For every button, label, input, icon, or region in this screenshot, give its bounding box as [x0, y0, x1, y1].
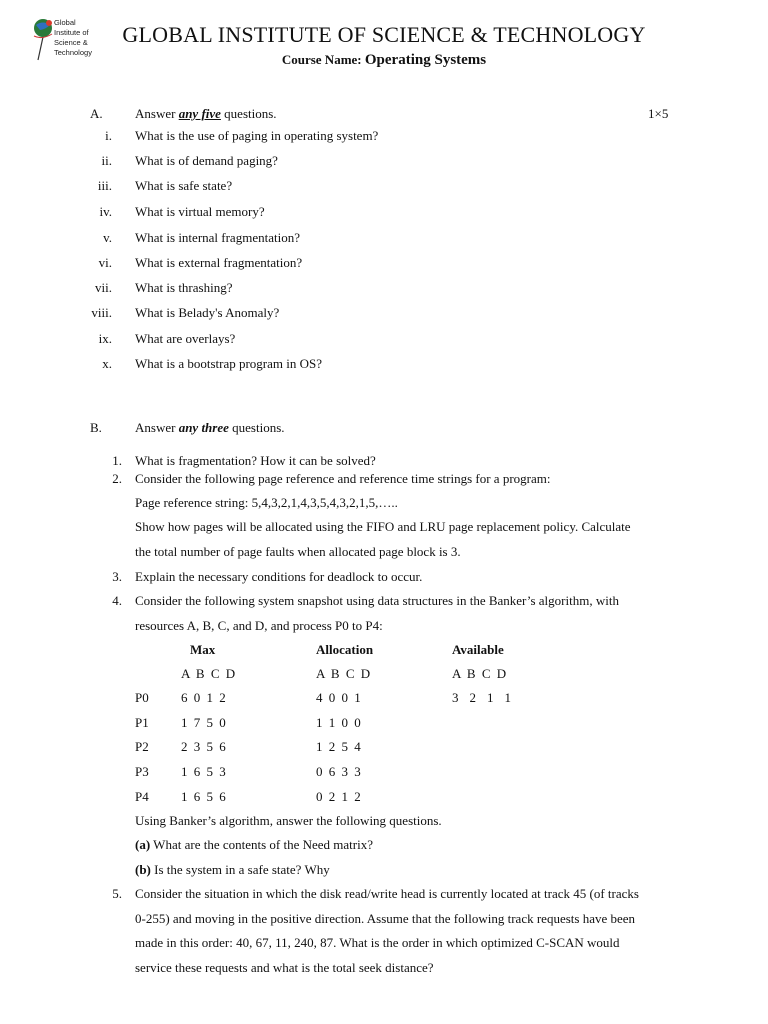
question-text: What is virtual memory?	[135, 204, 265, 219]
question-number: 1.	[112, 453, 122, 468]
question-number: 5.	[112, 886, 122, 901]
table-cell-allocation: 0 6 3 3	[316, 764, 363, 779]
table-process: P1	[135, 715, 149, 730]
table-cell-max: 1 7 5 0	[181, 715, 228, 730]
question-number: i.	[105, 128, 112, 143]
course-line	[0, 52, 768, 69]
section-a-marks: 1×5	[648, 106, 669, 121]
table-cell-allocation: 1 2 5 4	[316, 739, 363, 754]
instruction-emphasis: any three	[178, 420, 229, 435]
question-number: 4.	[112, 593, 122, 608]
question-number: v.	[103, 230, 112, 245]
table-cell-max: 2 3 5 6	[181, 739, 228, 754]
question-number: 3.	[112, 569, 122, 584]
course-name: Operating Systems	[364, 52, 487, 68]
table-header: Available	[452, 642, 504, 657]
sub-question-label: (a)	[135, 837, 151, 852]
table-header: Max	[190, 642, 216, 657]
table-process: P2	[135, 739, 149, 754]
question-text: Explain the necessary conditions for deadlock to occur.	[135, 569, 423, 584]
table-process: P3	[135, 764, 149, 779]
table-process: P0	[135, 690, 149, 705]
question-text: What is of demand paging?	[135, 153, 278, 168]
question-text: Consider the following page reference and reference time strings for a program:	[135, 471, 551, 486]
question-text: Show how pages will be allocated using the FIFO and LRU page replacement policy. Calculate	[135, 519, 631, 534]
sub-question-text: Is the system in a safe state? Why	[150, 862, 330, 877]
question-text: the total number of page faults when allocated page block is 3.	[135, 544, 461, 559]
sub-question-b	[135, 862, 330, 878]
question-number: vi.	[98, 255, 112, 270]
logo-line: Institute of	[54, 28, 89, 37]
question-text: What is thrashing?	[135, 280, 233, 295]
question-number: 2.	[112, 471, 122, 486]
question-text: Consider the following system snapshot using data structures in the Banker’s algorithm, with	[135, 593, 619, 608]
table-subheader: A B C D	[316, 666, 372, 681]
question-number: iv.	[99, 204, 112, 219]
table-subheader: A B C D	[181, 666, 237, 681]
question-number: ix.	[98, 331, 112, 346]
question-text: Using Banker’s algorithm, answer the following questions.	[135, 813, 442, 828]
table-cell-allocation: 0 2 1 2	[316, 789, 363, 804]
logo-line: Global	[54, 18, 76, 27]
table-cell-max: 6 0 1 2	[181, 690, 228, 705]
section-b-instruction	[135, 420, 285, 436]
course-label: Course Name:	[281, 52, 362, 67]
question-number: viii.	[91, 305, 112, 320]
question-number: x.	[102, 356, 112, 371]
sub-question-a	[135, 837, 373, 853]
instruction-text: questions.	[220, 106, 277, 121]
instruction-text: questions.	[228, 420, 285, 435]
question-text: Consider the situation in which the disk read/write head is currently located at track 45 (of tracks	[135, 886, 639, 901]
question-text: What is external fragmentation?	[135, 255, 303, 270]
section-a-letter: A.	[90, 106, 103, 121]
table-cell-available: 3 2 1 1	[452, 690, 513, 705]
institute-title: GLOBAL INSTITUTE OF SCIENCE & TECHNOLOGY	[122, 22, 646, 47]
instruction-emphasis: any five	[178, 106, 221, 121]
question-text: What are overlays?	[135, 331, 236, 346]
question-text: What is internal fragmentation?	[135, 230, 300, 245]
sub-question-label: (b)	[135, 862, 151, 877]
table-cell-max: 1 6 5 3	[181, 764, 228, 779]
question-text: made in this order: 40, 67, 11, 240, 87. What is the order in which optimized C-SCAN would	[135, 935, 620, 950]
question-text: Page reference string: 5,4,3,2,1,4,3,5,4,3,2,1,5,…..	[135, 495, 398, 510]
question-text: What is the use of paging in operating system?	[135, 128, 379, 143]
question-text: 0-255) and moving in the positive direction. Assume that the following track requests have been	[135, 911, 636, 926]
section-a-instruction	[135, 106, 277, 122]
table-cell-allocation: 4 0 0 1	[316, 690, 363, 705]
table-process: P4	[135, 789, 149, 804]
instruction-text: Answer	[135, 106, 179, 121]
table-header: Allocation	[316, 642, 374, 657]
table-cell-max: 1 6 5 6	[181, 789, 228, 804]
sub-question-text: What are the contents of the Need matrix?	[150, 837, 374, 852]
logo-line: Technology	[54, 48, 92, 57]
question-text: resources A, B, C, and D, and process P0 to P4:	[135, 618, 383, 633]
question-number: ii.	[101, 153, 112, 168]
instruction-text: Answer	[135, 420, 179, 435]
table-subheader: A B C D	[452, 666, 508, 681]
question-number: iii.	[97, 178, 112, 193]
question-text: What is a bootstrap program in OS?	[135, 356, 323, 371]
table-cell-allocation: 1 1 0 0	[316, 715, 363, 730]
question-number: vii.	[95, 280, 112, 295]
question-text: What is safe state?	[135, 178, 233, 193]
question-text: service these requests and what is the total seek distance?	[135, 960, 434, 975]
section-b-letter: B.	[90, 420, 102, 435]
question-text: What is Belady's Anomaly?	[135, 305, 280, 320]
logo-line: Science &	[54, 38, 88, 47]
question-text: What is fragmentation? How it can be solved?	[135, 453, 376, 468]
